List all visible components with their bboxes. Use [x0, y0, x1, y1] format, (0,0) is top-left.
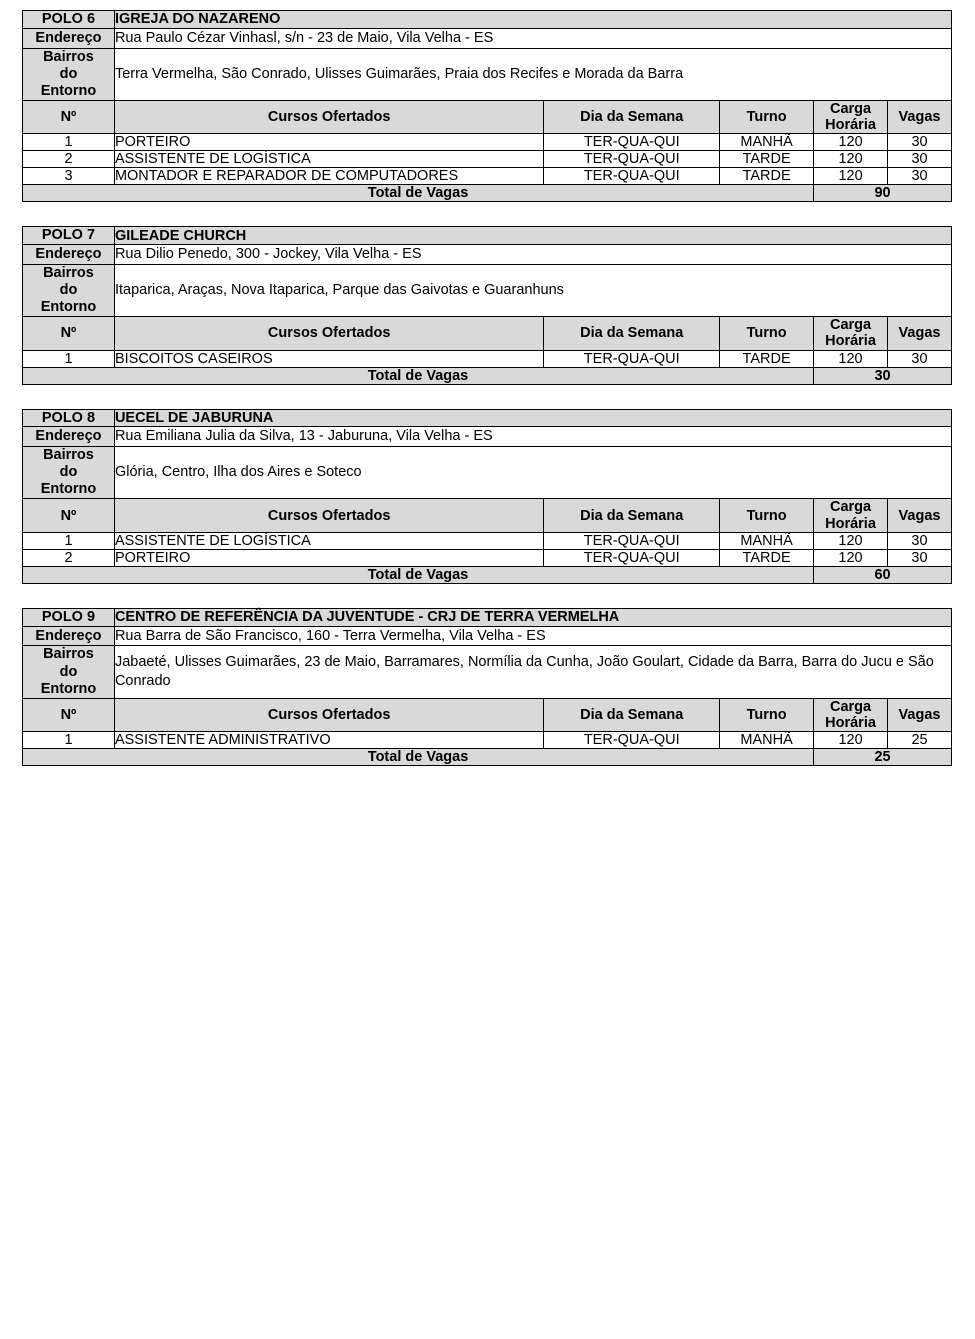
total-label: Total de Vagas: [23, 185, 814, 202]
header-vagas: Vagas: [888, 100, 952, 133]
cell-turno: TARDE: [720, 549, 814, 566]
polo-header-row: [23, 227, 952, 245]
table-row: [23, 151, 952, 168]
polo-label: POLO 9: [23, 608, 115, 626]
header-carga-horaria: Carga Horária: [814, 100, 888, 133]
total-label: Total de Vagas: [23, 367, 814, 384]
polo-name: IGREJA DO NAZARENO: [114, 11, 951, 29]
bairros-value: Jabaeté, Ulisses Guimarães, 23 de Maio, Barramares, Normília da Cunha, João Goulart, Cidade da Barra, Barra do Jucu e São Conrado: [114, 646, 951, 698]
polo-label: POLO 7: [23, 227, 115, 245]
cell-carga: 120: [814, 532, 888, 549]
cell-dia: TER-QUA-QUI: [544, 549, 720, 566]
cell-numero: 2: [23, 549, 115, 566]
endereco-value: Rua Dilio Penedo, 300 - Jockey, Vila Velha - ES: [114, 244, 951, 264]
bairros-value: Terra Vermelha, São Conrado, Ulisses Guimarães, Praia dos Recifes e Morada da Barra: [114, 48, 951, 100]
polo-table: [22, 226, 952, 384]
cell-vagas: 30: [888, 532, 952, 549]
header-dia: Dia da Semana: [544, 317, 720, 350]
cell-turno: MANHÃ: [720, 134, 814, 151]
header-dia: Dia da Semana: [544, 499, 720, 532]
bairros-label: Bairros do Entorno: [23, 48, 115, 100]
header-carga-horaria: Carga Horária: [814, 698, 888, 731]
header-turno: Turno: [720, 499, 814, 532]
cell-dia: TER-QUA-QUI: [544, 732, 720, 749]
header-carga-horaria: Carga Horária: [814, 317, 888, 350]
table-row: [23, 532, 952, 549]
cell-carga: 120: [814, 549, 888, 566]
endereco-row: [23, 626, 952, 646]
bairros-row: [23, 48, 952, 100]
cell-carga: 120: [814, 732, 888, 749]
cell-turno: MANHÃ: [720, 732, 814, 749]
cell-carga: 120: [814, 134, 888, 151]
total-row: [23, 185, 952, 202]
bairros-label: Bairros do Entorno: [23, 447, 115, 499]
total-label: Total de Vagas: [23, 749, 814, 766]
bairros-row: [23, 447, 952, 499]
cell-turno: MANHÃ: [720, 532, 814, 549]
cell-vagas: 30: [888, 168, 952, 185]
cell-carga: 120: [814, 151, 888, 168]
header-cursos: Cursos Ofertados: [114, 499, 543, 532]
total-label: Total de Vagas: [23, 566, 814, 583]
polo-table: [22, 409, 952, 584]
header-numero: Nº: [23, 499, 115, 532]
cell-curso: MONTADOR E REPARADOR DE COMPUTADORES: [114, 168, 543, 185]
table-row: [23, 134, 952, 151]
cursos-header-row: [23, 499, 952, 532]
header-numero: Nº: [23, 317, 115, 350]
table-row: [23, 350, 952, 367]
total-row: [23, 367, 952, 384]
polo-label: POLO 6: [23, 11, 115, 29]
total-value: 90: [814, 185, 952, 202]
endereco-value: Rua Paulo Cézar Vinhasl, s/n - 23 de Maio, Vila Velha - ES: [114, 28, 951, 48]
cell-carga: 120: [814, 168, 888, 185]
cell-vagas: 25: [888, 732, 952, 749]
header-dia: Dia da Semana: [544, 100, 720, 133]
header-turno: Turno: [720, 698, 814, 731]
endereco-row: [23, 244, 952, 264]
endereco-label: Endereço: [23, 626, 115, 646]
cell-turno: TARDE: [720, 350, 814, 367]
cursos-header-row: [23, 698, 952, 731]
total-row: [23, 566, 952, 583]
cell-curso: ASSISTENTE DE LOGÍSTICA: [114, 532, 543, 549]
header-numero: Nº: [23, 698, 115, 731]
cursos-header-row: [23, 317, 952, 350]
header-turno: Turno: [720, 100, 814, 133]
endereco-value: Rua Emiliana Julia da Silva, 13 - Jaburuna, Vila Velha - ES: [114, 427, 951, 447]
table-row: [23, 549, 952, 566]
header-vagas: Vagas: [888, 317, 952, 350]
polo-header-row: [23, 608, 952, 626]
cell-dia: TER-QUA-QUI: [544, 134, 720, 151]
header-carga-horaria: Carga Horária: [814, 499, 888, 532]
cell-vagas: 30: [888, 151, 952, 168]
polo-table: [22, 608, 952, 766]
cell-vagas: 30: [888, 350, 952, 367]
header-turno: Turno: [720, 317, 814, 350]
cell-carga: 120: [814, 350, 888, 367]
bairros-row: [23, 646, 952, 698]
endereco-row: [23, 427, 952, 447]
polo-name: CENTRO DE REFERÊNCIA DA JUVENTUDE - CRJ DE TERRA VERMELHA: [114, 608, 951, 626]
cell-numero: 1: [23, 532, 115, 549]
bairros-row: [23, 264, 952, 316]
table-row: [23, 732, 952, 749]
total-value: 60: [814, 566, 952, 583]
header-vagas: Vagas: [888, 499, 952, 532]
polo-table: [22, 10, 952, 202]
cell-dia: TER-QUA-QUI: [544, 151, 720, 168]
polo-header-row: [23, 409, 952, 427]
total-value: 25: [814, 749, 952, 766]
bairros-value: Glória, Centro, Ilha dos Aires e Soteco: [114, 447, 951, 499]
header-cursos: Cursos Ofertados: [114, 317, 543, 350]
cell-turno: TARDE: [720, 168, 814, 185]
endereco-value: Rua Barra de São Francisco, 160 - Terra Vermelha, Vila Velha - ES: [114, 626, 951, 646]
cell-numero: 1: [23, 350, 115, 367]
header-cursos: Cursos Ofertados: [114, 100, 543, 133]
header-numero: Nº: [23, 100, 115, 133]
cell-dia: TER-QUA-QUI: [544, 350, 720, 367]
total-row: [23, 749, 952, 766]
polo-label: POLO 8: [23, 409, 115, 427]
cell-curso: BISCOITOS CASEIROS: [114, 350, 543, 367]
header-dia: Dia da Semana: [544, 698, 720, 731]
polo-name: GILEADE CHURCH: [114, 227, 951, 245]
header-vagas: Vagas: [888, 698, 952, 731]
cell-numero: 2: [23, 151, 115, 168]
table-row: [23, 168, 952, 185]
cell-curso: ASSISTENTE DE LOGÍSTICA: [114, 151, 543, 168]
endereco-label: Endereço: [23, 244, 115, 264]
cell-dia: TER-QUA-QUI: [544, 532, 720, 549]
cell-numero: 3: [23, 168, 115, 185]
header-cursos: Cursos Ofertados: [114, 698, 543, 731]
cell-curso: PORTEIRO: [114, 134, 543, 151]
cell-numero: 1: [23, 134, 115, 151]
polo-name: UECEL DE JABURUNA: [114, 409, 951, 427]
endereco-row: [23, 28, 952, 48]
polo-header-row: [23, 11, 952, 29]
polos-document: [22, 10, 961, 766]
total-value: 30: [814, 367, 952, 384]
endereco-label: Endereço: [23, 427, 115, 447]
cell-curso: PORTEIRO: [114, 549, 543, 566]
cell-dia: TER-QUA-QUI: [544, 168, 720, 185]
cell-vagas: 30: [888, 134, 952, 151]
cell-vagas: 30: [888, 549, 952, 566]
cell-numero: 1: [23, 732, 115, 749]
cell-curso: ASSISTENTE ADMINISTRATIVO: [114, 732, 543, 749]
cursos-header-row: [23, 100, 952, 133]
bairros-label: Bairros do Entorno: [23, 646, 115, 698]
cell-turno: TARDE: [720, 151, 814, 168]
endereco-label: Endereço: [23, 28, 115, 48]
bairros-value: Itaparica, Araças, Nova Itaparica, Parque das Gaivotas e Guaranhuns: [114, 264, 951, 316]
bairros-label: Bairros do Entorno: [23, 264, 115, 316]
